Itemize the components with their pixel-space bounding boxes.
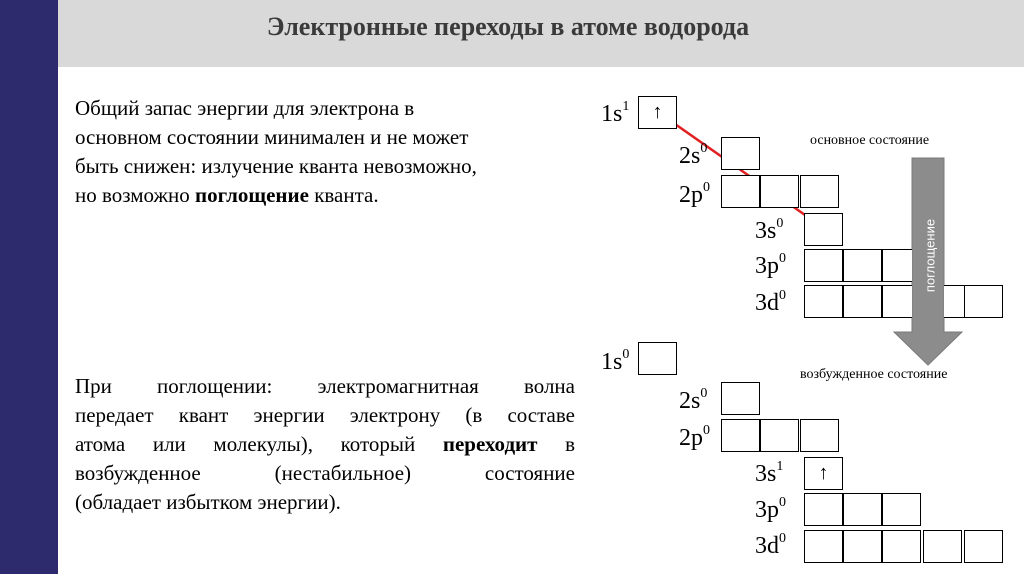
orbital-occupancy: 0 — [700, 386, 708, 401]
excited-line-5: (обладает избытком энергии). — [75, 490, 341, 514]
orbital-label-2p — [679, 182, 710, 209]
orbital-cell-1s — [638, 342, 677, 375]
orbital-label-2s — [679, 388, 707, 415]
orbital-label-2p — [679, 425, 710, 452]
orbital-occupancy: 0 — [779, 288, 786, 303]
orbital-cell-1s: ↑ — [638, 96, 677, 129]
excited-line-3-post: в — [537, 432, 575, 456]
orbital-label-3p — [755, 497, 786, 524]
orbital-cell-3p — [843, 249, 882, 282]
orbital-label-1s — [601, 349, 629, 376]
orbital-cell-3d — [882, 530, 921, 563]
orbital-label-3d — [755, 290, 786, 317]
orbital-name: 3d — [755, 533, 779, 559]
ground-line-1: Общий запас энергии для электрона в — [75, 96, 415, 120]
ground-state-caption: основное состояние — [810, 133, 930, 148]
orbital-occupancy: 0 — [779, 251, 786, 266]
orbital-occupancy: 0 — [622, 347, 630, 362]
excited-line-2: передает квант энергии электрону (в составе — [75, 403, 575, 427]
orbital-cell-2p — [800, 419, 839, 452]
orbital-label-1s — [601, 101, 629, 128]
orbital-label-2s — [679, 143, 707, 170]
excited-state-caption: возбужденное состояние — [800, 367, 948, 382]
orbital-occupancy: 0 — [779, 531, 786, 546]
orbital-label-3s — [755, 461, 783, 488]
orbital-cell-3d — [843, 285, 882, 318]
orbital-cell-3s: ↑ — [804, 457, 843, 490]
orbital-occupancy: 0 — [703, 180, 710, 195]
orbital-name: 1s — [601, 101, 623, 127]
excited-line-1: При поглощении: электромагнитная волна — [75, 374, 575, 398]
orbital-cell-2p — [760, 419, 799, 452]
orbital-cell-3p — [804, 249, 843, 282]
orbital-name: 3s — [755, 461, 777, 487]
orbital-cell-3d — [882, 285, 912, 318]
ground-line-4-post: кванта. — [308, 183, 379, 207]
orbital-occupancy: 0 — [776, 216, 784, 231]
orbital-cell-3d — [964, 530, 1003, 563]
orbital-cell-3d — [964, 285, 1003, 318]
ground-line-3: быть снижен: излучение кванта невозможно, — [75, 154, 477, 178]
ground-line-2: основном состоянии минимален и не может — [75, 125, 469, 149]
orbital-occupancy: 1 — [776, 459, 784, 474]
orbital-name: 1s — [601, 349, 623, 375]
excited-line-3-pre: атома или молекулы), который — [75, 432, 443, 456]
orbital-cell-2s — [721, 382, 760, 415]
orbital-name: 2p — [679, 182, 703, 208]
orbital-cell-2p — [800, 175, 839, 208]
absorption-arrow-label: поглощение — [922, 218, 938, 293]
orbital-cell-2p — [760, 175, 799, 208]
orbital-name: 3p — [755, 497, 779, 523]
orbital-cell-2s — [721, 137, 760, 170]
orbital-name: 2p — [679, 425, 703, 451]
orbital-cell-3d — [944, 285, 965, 318]
orbital-name: 3p — [755, 253, 779, 279]
orbital-cell-3d — [804, 285, 843, 318]
orbital-cell-3d — [923, 530, 962, 563]
orbital-cell-2p — [721, 175, 760, 208]
orbital-label-3p — [755, 253, 786, 280]
ground-line-4-bold: поглощение — [195, 183, 309, 207]
orbital-occupancy: 1 — [622, 99, 630, 114]
orbital-cell-3d — [804, 530, 843, 563]
orbital-cell-3p — [804, 493, 843, 526]
orbital-name: 2s — [679, 143, 701, 169]
orbital-name: 2s — [679, 388, 701, 414]
orbital-cell-2p — [721, 419, 760, 452]
orbital-cell-3p — [843, 493, 882, 526]
orbital-cell-3d — [843, 530, 882, 563]
orbital-occupancy: 0 — [700, 141, 708, 156]
orbital-occupancy: 0 — [779, 495, 786, 510]
orbital-label-3s — [755, 218, 783, 245]
excited-line-4: возбужденное (нестабильное) состояние — [75, 461, 575, 485]
orbital-cell-3p — [882, 493, 921, 526]
orbital-cell-3p — [882, 249, 912, 282]
excited-line-3-bold: переходит — [442, 432, 538, 456]
slide-title: Электронные переходы в атоме водорода — [266, 12, 750, 41]
orbital-name: 3d — [755, 290, 779, 316]
orbital-name: 3s — [755, 218, 777, 244]
orbital-label-3d — [755, 533, 786, 560]
orbital-occupancy: 0 — [703, 423, 710, 438]
orbital-cell-3s — [804, 213, 843, 246]
ground-line-4-pre: но возможно — [75, 183, 196, 207]
